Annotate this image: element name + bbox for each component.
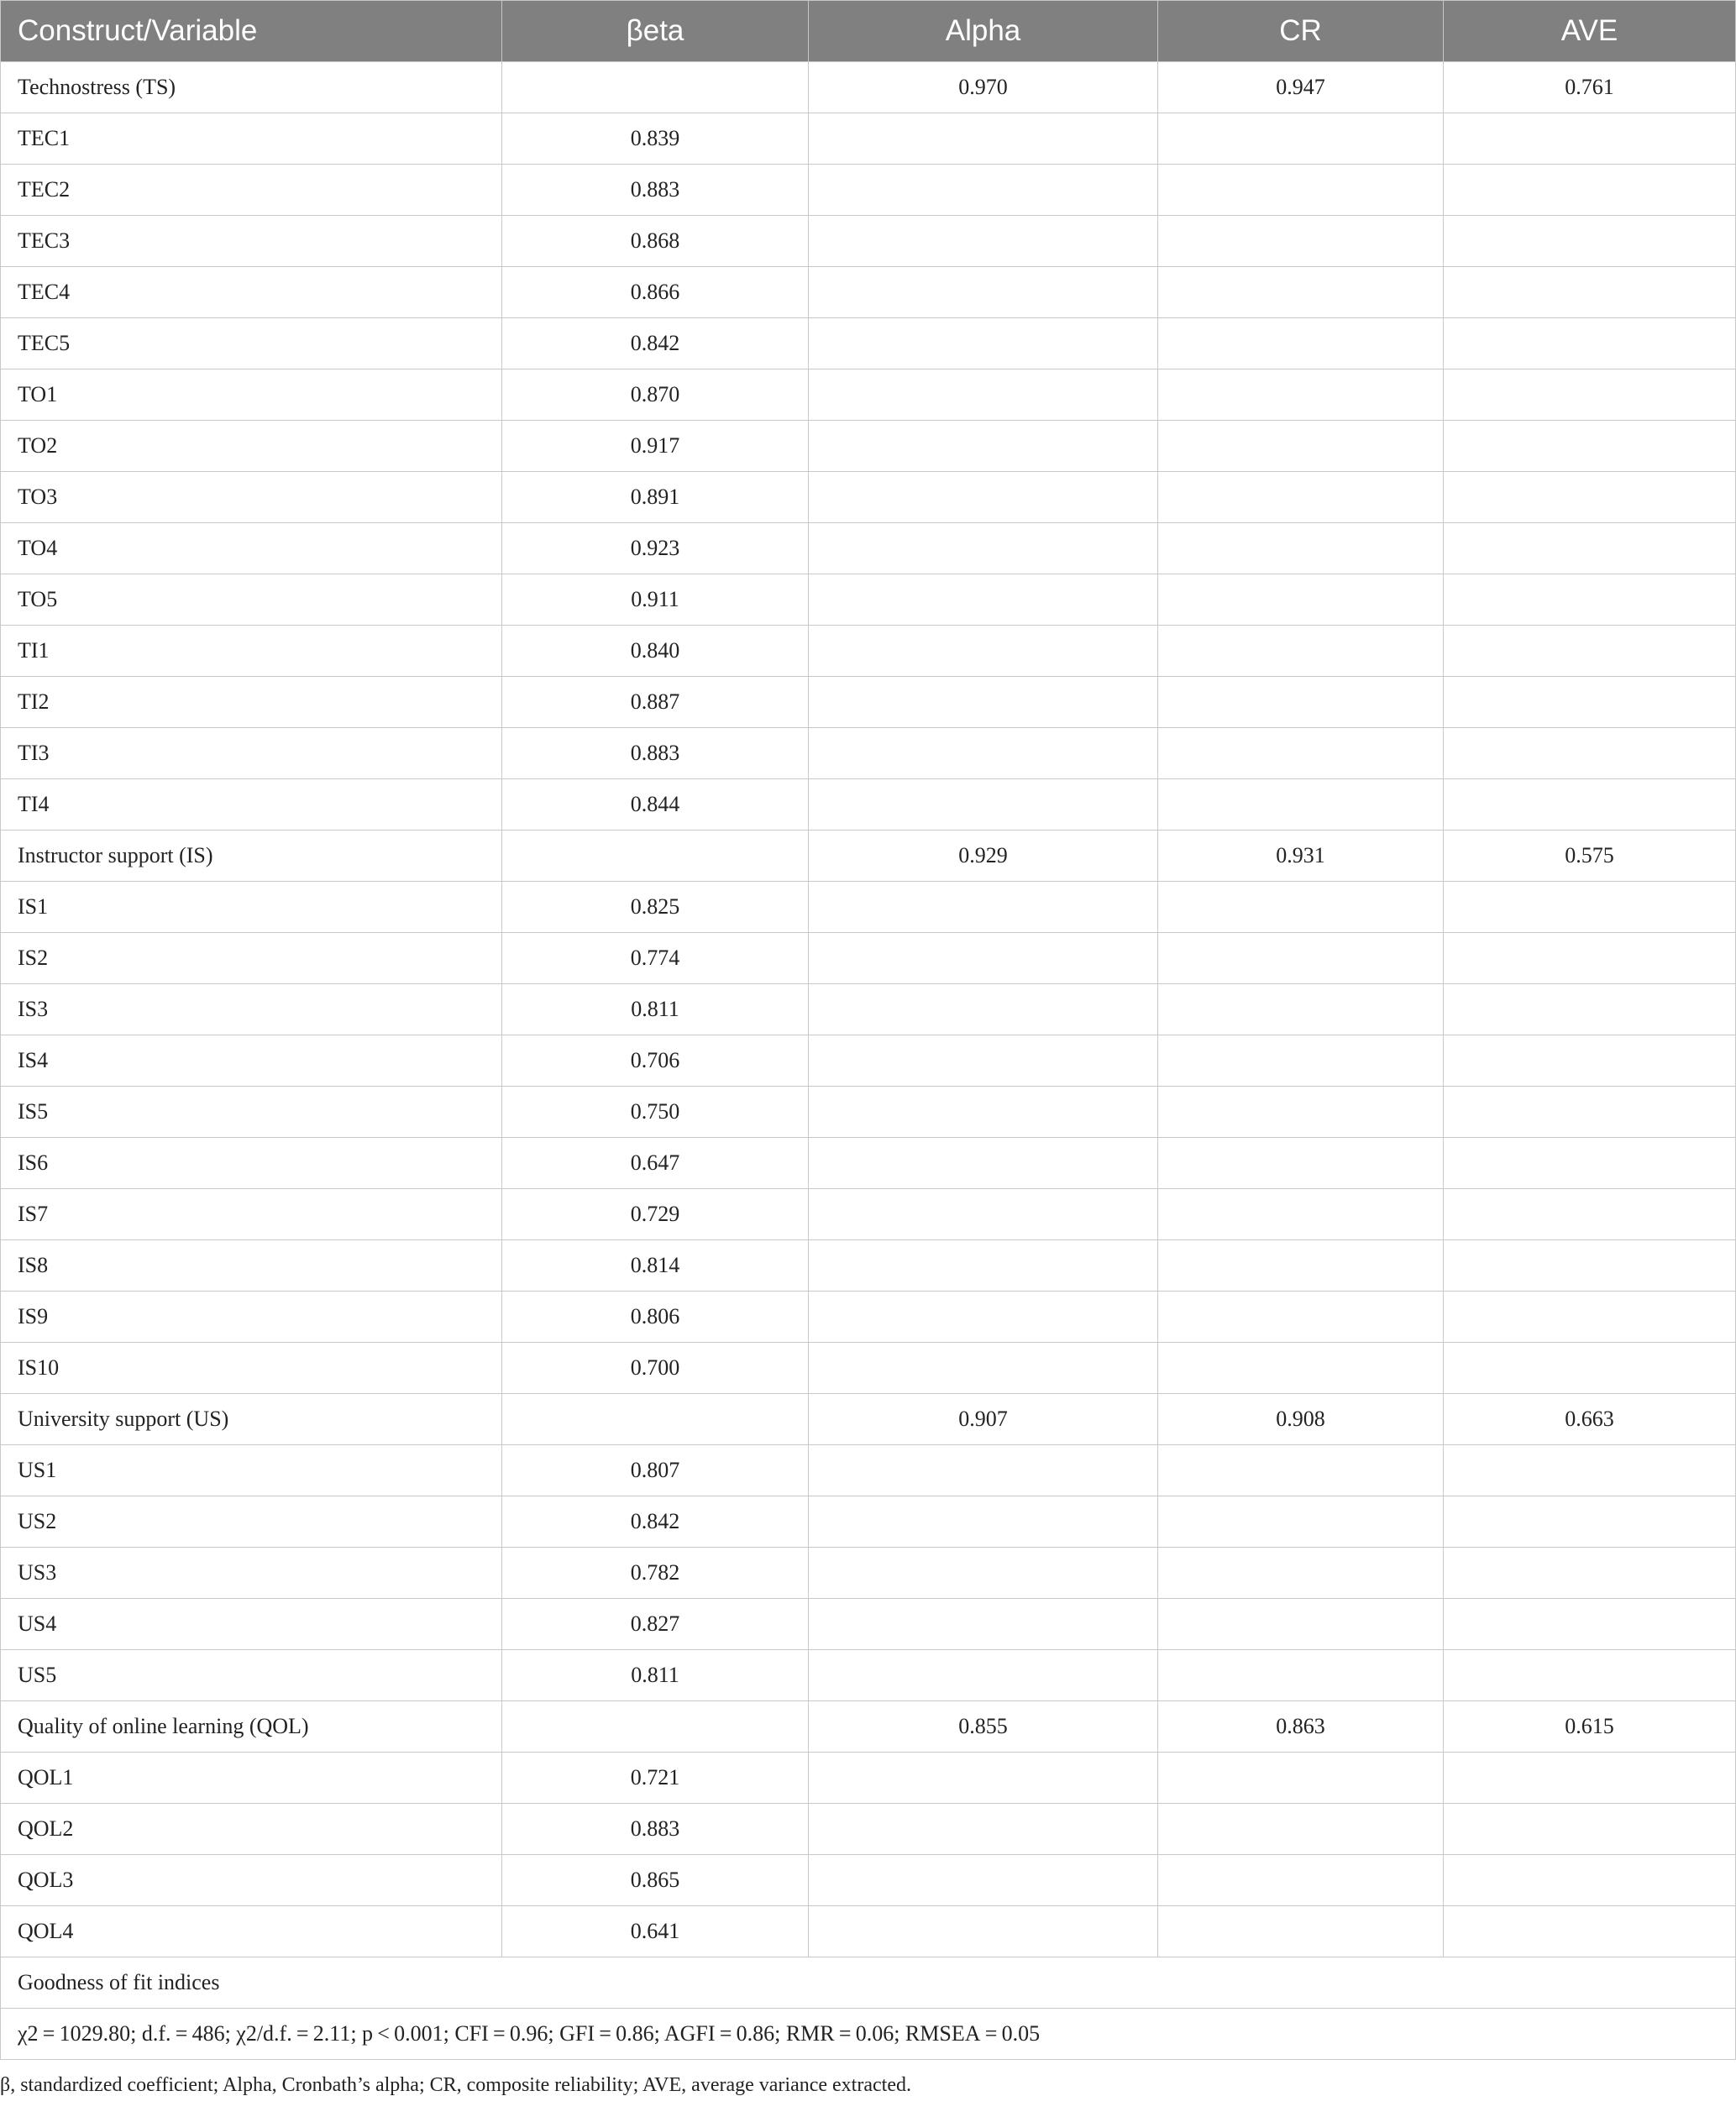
cell-construct: TO5: [1, 574, 502, 626]
table-row: [1, 1855, 1736, 1906]
cell-beta: 0.868: [502, 216, 809, 267]
cell-alpha: [809, 1035, 1158, 1087]
table-row: [1, 472, 1736, 523]
table-row: [1, 882, 1736, 933]
cell-alpha: [809, 421, 1158, 472]
cell-construct: TI2: [1, 677, 502, 728]
cell-cr: [1158, 1138, 1444, 1189]
cell-alpha: [809, 1496, 1158, 1548]
cell-beta: 0.811: [502, 1650, 809, 1701]
cell-cr: [1158, 933, 1444, 984]
table-row: [1, 574, 1736, 626]
cell-construct: TEC2: [1, 165, 502, 216]
header-row: [1, 1, 1736, 62]
cell-ave: [1444, 933, 1736, 984]
fit-values: χ2 = 1029.80; d.f. = 486; χ2/d.f. = 2.11; p < 0.001; CFI = 0.96; GFI = 0.86; AGFI = 0.86; RMR = 0.06; RMSEA = 0.05: [1, 2009, 1736, 2060]
cell-ave: [1444, 267, 1736, 318]
cell-ave: [1444, 318, 1736, 369]
table-row: [1, 523, 1736, 574]
cell-ave: [1444, 1445, 1736, 1496]
cell-beta: 0.844: [502, 779, 809, 831]
cell-alpha: [809, 728, 1158, 779]
cell-ave: [1444, 523, 1736, 574]
cell-construct: IS2: [1, 933, 502, 984]
cell-cr: [1158, 779, 1444, 831]
cell-construct: TEC1: [1, 113, 502, 165]
table-row: [1, 1496, 1736, 1548]
cell-alpha: [809, 677, 1158, 728]
cell-cr: [1158, 113, 1444, 165]
table-row: [1, 1753, 1736, 1804]
cell-ave: [1444, 472, 1736, 523]
cell-beta: 0.641: [502, 1906, 809, 1957]
cell-alpha: [809, 1753, 1158, 1804]
cell-beta: 0.729: [502, 1189, 809, 1240]
cell-beta: 0.842: [502, 1496, 809, 1548]
table-row: [1, 216, 1736, 267]
cell-ave: [1444, 216, 1736, 267]
cell-cr: [1158, 1650, 1444, 1701]
cell-cr: [1158, 1343, 1444, 1394]
table-row: [1, 421, 1736, 472]
cell-ave: [1444, 1599, 1736, 1650]
cell-alpha: [809, 1855, 1158, 1906]
cell-ave: [1444, 1855, 1736, 1906]
table-row: [1, 1906, 1736, 1957]
cell-cr: [1158, 1087, 1444, 1138]
cell-alpha: [809, 1138, 1158, 1189]
cell-beta: 0.840: [502, 626, 809, 677]
cell-alpha: [809, 882, 1158, 933]
cell-alpha: [809, 1548, 1158, 1599]
cell-alpha: [809, 472, 1158, 523]
cell-construct: QOL4: [1, 1906, 502, 1957]
cell-construct: US3: [1, 1548, 502, 1599]
table-row: [1, 267, 1736, 318]
header-ave: AVE: [1444, 1, 1736, 62]
cell-cr: [1158, 677, 1444, 728]
header-construct: Construct/Variable: [1, 1, 502, 62]
cell-ave: [1444, 779, 1736, 831]
cell-cr: [1158, 1189, 1444, 1240]
cell-alpha: 0.855: [809, 1701, 1158, 1753]
cell-construct: IS3: [1, 984, 502, 1035]
cell-beta: 0.811: [502, 984, 809, 1035]
cell-beta: 0.883: [502, 728, 809, 779]
cell-construct: IS1: [1, 882, 502, 933]
cell-construct: US2: [1, 1496, 502, 1548]
table-row: [1, 677, 1736, 728]
table-row: [1, 1548, 1736, 1599]
cell-beta: 0.647: [502, 1138, 809, 1189]
cell-construct: IS7: [1, 1189, 502, 1240]
cell-beta: [502, 1394, 809, 1445]
cell-alpha: [809, 1445, 1158, 1496]
cell-construct: IS4: [1, 1035, 502, 1087]
cell-construct: US4: [1, 1599, 502, 1650]
cell-construct: Technostress (TS): [1, 62, 502, 113]
cell-beta: 0.883: [502, 1804, 809, 1855]
cell-beta: 0.750: [502, 1087, 809, 1138]
cell-alpha: [809, 267, 1158, 318]
cell-cr: [1158, 1548, 1444, 1599]
cell-construct: QOL3: [1, 1855, 502, 1906]
cell-construct: TEC3: [1, 216, 502, 267]
cell-cr: [1158, 1906, 1444, 1957]
cell-cr: 0.947: [1158, 62, 1444, 113]
table-row: [1, 1599, 1736, 1650]
cell-beta: 0.721: [502, 1753, 809, 1804]
cell-construct: QOL1: [1, 1753, 502, 1804]
cell-ave: [1444, 1138, 1736, 1189]
table-row: [1, 62, 1736, 113]
cell-beta: 0.814: [502, 1240, 809, 1292]
cell-beta: 0.870: [502, 369, 809, 421]
cell-construct: TI3: [1, 728, 502, 779]
cell-construct: TO3: [1, 472, 502, 523]
cell-cr: [1158, 1855, 1444, 1906]
cell-ave: [1444, 1292, 1736, 1343]
cell-beta: 0.865: [502, 1855, 809, 1906]
cell-cr: [1158, 1445, 1444, 1496]
table-row: [1, 369, 1736, 421]
cell-ave: [1444, 1804, 1736, 1855]
cell-beta: 0.700: [502, 1343, 809, 1394]
table-row: [1, 1138, 1736, 1189]
cell-cr: [1158, 1496, 1444, 1548]
cell-cr: [1158, 1035, 1444, 1087]
cell-ave: [1444, 1087, 1736, 1138]
table-row: [1, 1445, 1736, 1496]
cell-ave: [1444, 1343, 1736, 1394]
fit-section: [1, 1957, 1736, 2060]
cell-ave: 0.663: [1444, 1394, 1736, 1445]
cell-construct: TI1: [1, 626, 502, 677]
cell-beta: 0.706: [502, 1035, 809, 1087]
cell-cr: [1158, 472, 1444, 523]
cell-cr: [1158, 984, 1444, 1035]
cell-construct: US5: [1, 1650, 502, 1701]
cell-ave: [1444, 1753, 1736, 1804]
cell-beta: 0.866: [502, 267, 809, 318]
cell-construct: IS5: [1, 1087, 502, 1138]
cell-alpha: [809, 1087, 1158, 1138]
cell-beta: 0.807: [502, 1445, 809, 1496]
cell-ave: [1444, 984, 1736, 1035]
header-alpha: Alpha: [809, 1, 1158, 62]
cell-beta: 0.825: [502, 882, 809, 933]
cell-alpha: [809, 1292, 1158, 1343]
table-row: [1, 1035, 1736, 1087]
cell-cr: [1158, 626, 1444, 677]
cell-alpha: [809, 626, 1158, 677]
cell-alpha: [809, 984, 1158, 1035]
cell-cr: [1158, 216, 1444, 267]
cell-beta: 0.827: [502, 1599, 809, 1650]
cell-cr: [1158, 728, 1444, 779]
table-row: [1, 1650, 1736, 1701]
table-row: [1, 1701, 1736, 1753]
cell-alpha: [809, 574, 1158, 626]
cell-cr: 0.863: [1158, 1701, 1444, 1753]
cell-ave: [1444, 728, 1736, 779]
cell-construct: Instructor support (IS): [1, 831, 502, 882]
cell-construct: TO4: [1, 523, 502, 574]
cell-alpha: [809, 1343, 1158, 1394]
cell-cr: 0.908: [1158, 1394, 1444, 1445]
cell-ave: [1444, 165, 1736, 216]
cell-ave: 0.761: [1444, 62, 1736, 113]
cell-cr: [1158, 165, 1444, 216]
cell-beta: [502, 831, 809, 882]
table-footnote: β, standardized coefficient; Alpha, Cronbath’s alpha; CR, composite reliability; AVE, average variance extracted.: [0, 2074, 911, 2096]
table-row: [1, 1189, 1736, 1240]
cell-construct: TO1: [1, 369, 502, 421]
cell-alpha: [809, 113, 1158, 165]
cell-alpha: 0.907: [809, 1394, 1158, 1445]
cell-construct: TI4: [1, 779, 502, 831]
cell-alpha: 0.929: [809, 831, 1158, 882]
cell-alpha: [809, 523, 1158, 574]
cell-cr: [1158, 1753, 1444, 1804]
cell-alpha: [809, 1599, 1158, 1650]
cell-construct: IS9: [1, 1292, 502, 1343]
header-cr: CR: [1158, 1, 1444, 62]
table-row: [1, 984, 1736, 1035]
cell-construct: TEC4: [1, 267, 502, 318]
table-row: [1, 779, 1736, 831]
cell-construct: TO2: [1, 421, 502, 472]
cell-alpha: [809, 779, 1158, 831]
table-row: [1, 165, 1736, 216]
cell-ave: [1444, 1650, 1736, 1701]
table-body: [1, 62, 1736, 1957]
cell-cr: [1158, 267, 1444, 318]
cell-construct: IS8: [1, 1240, 502, 1292]
cell-alpha: [809, 165, 1158, 216]
cell-beta: 0.911: [502, 574, 809, 626]
cell-beta: 0.782: [502, 1548, 809, 1599]
cell-cr: [1158, 369, 1444, 421]
table-row: [1, 1804, 1736, 1855]
cell-ave: 0.575: [1444, 831, 1736, 882]
cell-construct: University support (US): [1, 1394, 502, 1445]
cell-ave: [1444, 1189, 1736, 1240]
cell-cr: [1158, 523, 1444, 574]
header-beta: βeta: [502, 1, 809, 62]
cell-construct: Quality of online learning (QOL): [1, 1701, 502, 1753]
cell-alpha: [809, 1650, 1158, 1701]
table-row: [1, 318, 1736, 369]
table-row: [1, 1292, 1736, 1343]
cell-construct: US1: [1, 1445, 502, 1496]
cell-ave: 0.615: [1444, 1701, 1736, 1753]
cell-cr: 0.931: [1158, 831, 1444, 882]
cell-beta: [502, 62, 809, 113]
cell-cr: [1158, 1240, 1444, 1292]
cell-construct: QOL2: [1, 1804, 502, 1855]
cell-ave: [1444, 574, 1736, 626]
cell-cr: [1158, 318, 1444, 369]
cell-beta: 0.806: [502, 1292, 809, 1343]
cell-ave: [1444, 369, 1736, 421]
cell-beta: [502, 1701, 809, 1753]
table-row: [1, 728, 1736, 779]
fit-label-row: [1, 1957, 1736, 2009]
cell-beta: 0.887: [502, 677, 809, 728]
cell-beta: 0.774: [502, 933, 809, 984]
fit-label: Goodness of fit indices: [1, 1957, 1736, 2009]
table-row: [1, 1343, 1736, 1394]
cell-cr: [1158, 882, 1444, 933]
table-row: [1, 113, 1736, 165]
table-row: [1, 626, 1736, 677]
cell-construct: IS10: [1, 1343, 502, 1394]
cell-alpha: [809, 1906, 1158, 1957]
cell-ave: [1444, 1496, 1736, 1548]
cell-alpha: [809, 1240, 1158, 1292]
table-row: [1, 831, 1736, 882]
cell-ave: [1444, 113, 1736, 165]
cell-alpha: [809, 933, 1158, 984]
cell-ave: [1444, 421, 1736, 472]
cell-construct: IS6: [1, 1138, 502, 1189]
cell-cr: [1158, 1292, 1444, 1343]
cell-ave: [1444, 626, 1736, 677]
cell-ave: [1444, 677, 1736, 728]
cell-beta: 0.917: [502, 421, 809, 472]
cell-alpha: [809, 1189, 1158, 1240]
table-row: [1, 1240, 1736, 1292]
cell-beta: 0.839: [502, 113, 809, 165]
cell-cr: [1158, 421, 1444, 472]
table-row: [1, 1394, 1736, 1445]
cell-alpha: [809, 1804, 1158, 1855]
cell-cr: [1158, 1599, 1444, 1650]
fit-values-row: [1, 2009, 1736, 2060]
cell-alpha: [809, 318, 1158, 369]
cell-cr: [1158, 1804, 1444, 1855]
cell-ave: [1444, 1035, 1736, 1087]
cell-ave: [1444, 882, 1736, 933]
cell-beta: 0.923: [502, 523, 809, 574]
cell-cr: [1158, 574, 1444, 626]
table-row: [1, 1087, 1736, 1138]
cell-beta: 0.883: [502, 165, 809, 216]
table-row: [1, 933, 1736, 984]
cell-ave: [1444, 1240, 1736, 1292]
cell-alpha: 0.970: [809, 62, 1158, 113]
cell-alpha: [809, 369, 1158, 421]
cell-beta: 0.891: [502, 472, 809, 523]
cell-ave: [1444, 1906, 1736, 1957]
cell-ave: [1444, 1548, 1736, 1599]
cell-construct: TEC5: [1, 318, 502, 369]
cell-beta: 0.842: [502, 318, 809, 369]
cell-alpha: [809, 216, 1158, 267]
